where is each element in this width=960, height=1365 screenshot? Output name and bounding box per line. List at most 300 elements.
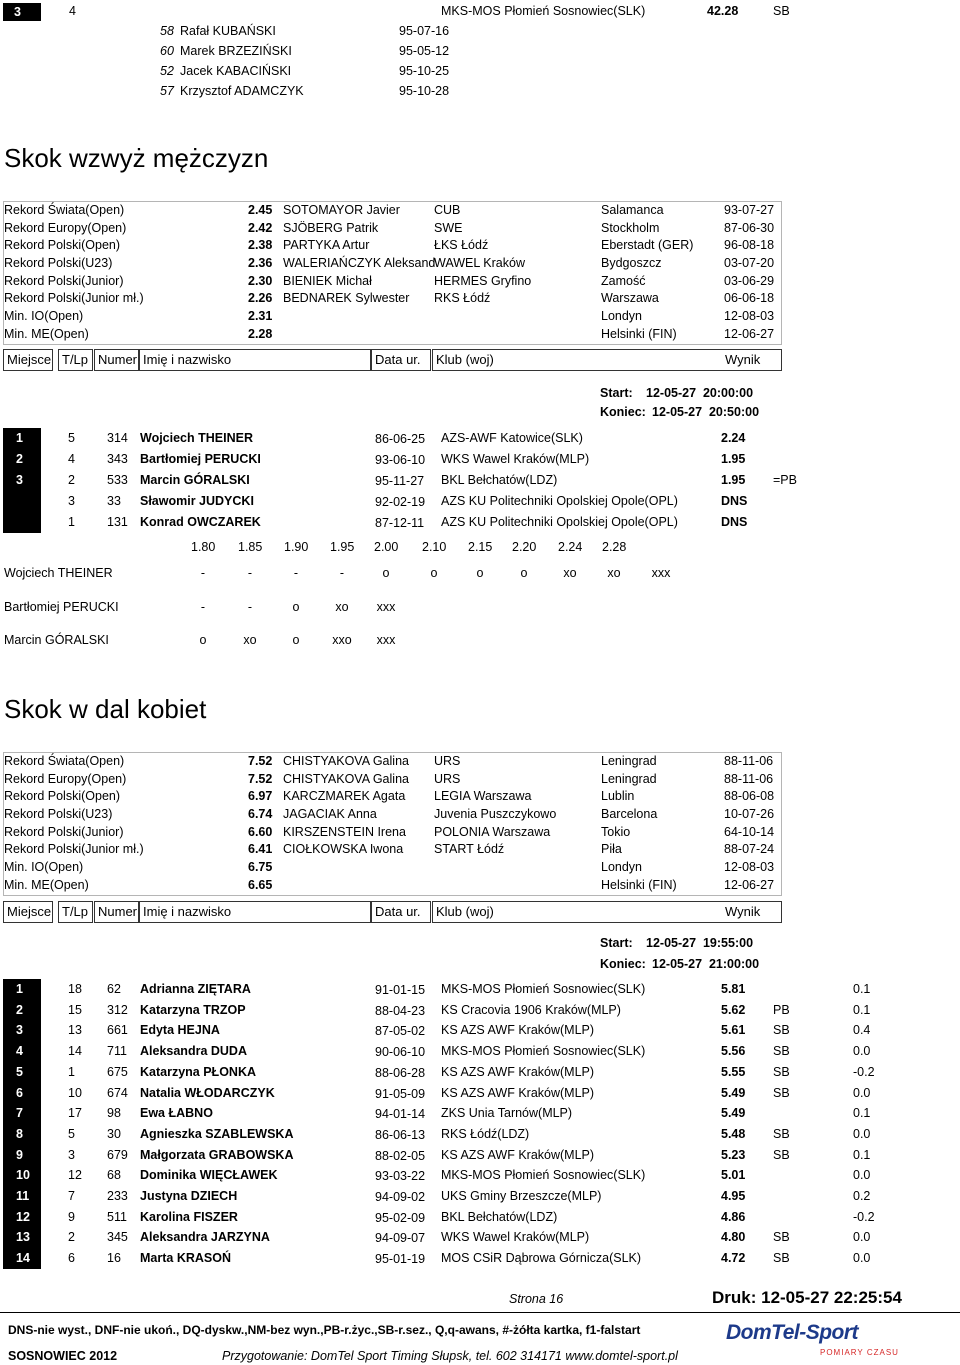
record-holder: PARTYKA Artur [283,238,370,253]
record-place: Leningrad [601,754,657,768]
result-lane: 1 [68,514,75,529]
record-holder: CHISTYAKOVA Galina [283,754,409,768]
result-wind: 0.4 [853,1023,871,1038]
record-place: Eberstadt (GER) [601,238,694,253]
result-row [3,1000,913,1021]
athlete-name: Aleksandra JARZYNA [140,1230,270,1245]
record-club: CUB [434,203,461,217]
record-row [4,859,781,877]
end-time: 12-05-27 20:50:00 [652,405,760,419]
result-value: 5.55 [721,1064,746,1079]
athlete-club: AZS KU Politechniki Opolskiej Opole(OPL) [441,514,678,529]
header-club: Klub (woj) [432,349,782,371]
record-value: 2.38 [248,238,273,253]
record-club: SWE [434,220,463,235]
attempt-mark: o [292,633,300,647]
result-row [3,512,913,533]
record-row [4,255,781,273]
record-value: 6.65 [248,877,273,892]
athlete-name: Justyna DZIECH [140,1189,238,1203]
result-wind: 0.1 [853,1147,871,1162]
record-holder: CIOŁKOWSKA Iwona [283,842,404,857]
attempt-mark: - [339,566,345,580]
athlete-club: WKS Wawel Kraków(MLP) [441,1230,590,1245]
result-row [3,1124,913,1145]
record-date: 10-07-26 [724,807,775,822]
bar-height: 1.90 [284,540,309,554]
result-row [3,1103,913,1124]
records-table [3,201,782,345]
record-label: Rekord Świata(Open) [4,203,125,217]
result-value: 5.62 [721,1002,746,1017]
record-row [4,753,781,771]
result-lane: 6 [68,1251,75,1266]
bar-height: 2.10 [422,540,447,554]
result-wind: 0.0 [853,1044,871,1059]
athlete-name: Marcin GÓRALSKI [140,472,250,487]
athlete-name: Ewa ŁABNO [140,1106,213,1121]
result-note: PB [773,1002,790,1017]
record-label: Rekord Polski(Junior) [4,273,124,288]
footer-legend: DNS-nie wyst., DNF-nie ukoń., DQ-dyskw.,NM-bez wyn.,PB-r.życ.,SB-r.sez., Q,q-awans, #-żółta kartka, f1-falstart [8,1323,641,1337]
record-holder: BEDNAREK Sylwester [283,291,410,306]
athlete-club: UKS Gminy Brzeszcze(MLP) [441,1189,602,1203]
result-lane: 17 [68,1106,82,1121]
record-date: 03-06-29 [724,273,775,288]
relay-member-dob: 95-07-16 [399,24,450,38]
athlete-dob: 88-06-28 [375,1065,426,1080]
result-place: 14 [3,1248,41,1269]
attempt-mark: xo [335,600,349,614]
relay-member-number: 57 [160,84,174,98]
bar-height: 2.20 [512,540,537,554]
relay-lane: 4 [69,4,76,18]
relay-member-name: Rafał KUBAŃSKI [180,24,276,38]
result-lane: 3 [68,493,75,508]
athlete-name: Natalia WŁODARCZYK [140,1085,275,1100]
record-value: 2.42 [248,220,273,235]
record-row [4,202,781,220]
athlete-name: Edyta HEJNA [140,1023,220,1038]
result-place: 3 [3,1020,41,1041]
result-lane: 2 [68,472,75,487]
footer-divider [0,1312,960,1313]
result-value: 5.56 [721,1044,746,1059]
record-value: 6.75 [248,860,273,875]
result-note: SB [773,1126,790,1141]
result-wind: 0.0 [853,1126,871,1141]
record-value: 7.52 [248,754,273,768]
athlete-club: KS AZS AWF Kraków(MLP) [441,1023,595,1038]
athlete-dob: 87-12-11 [375,515,425,530]
result-row [3,449,913,470]
result-place: 3 [3,470,41,491]
athlete-dob: 94-01-14 [375,1107,426,1122]
bar-height: 2.28 [602,540,627,554]
result-value: 4.80 [721,1230,746,1245]
athlete-name: Bartłomiej PERUCKI [140,451,261,466]
record-label: Rekord Europy(Open) [4,771,127,786]
athlete-club: WKS Wawel Kraków(MLP) [441,451,590,466]
result-wind: 0.1 [853,1106,871,1121]
record-club: Juvenia Puszczykowo [434,807,557,822]
result-lane: 7 [68,1189,75,1203]
record-club: POLONIA Warszawa [434,824,551,839]
result-number: 533 [107,472,128,487]
result-number: 511 [107,1209,127,1224]
athlete-dob: 91-01-15 [375,983,426,997]
athlete-club: MOS CSiR Dąbrowa Górnicza(SLK) [441,1251,642,1266]
result-place: 1 [3,979,41,1000]
record-place: Leningrad [601,771,657,786]
record-label: Rekord Polski(U23) [4,807,113,822]
result-place: 8 [3,1124,41,1145]
result-place: 2 [3,449,41,470]
record-label: Rekord Polski(Junior mł.) [4,842,144,857]
record-row [4,806,781,824]
result-lane: 5 [68,1126,75,1141]
athlete-club: KS AZS AWF Kraków(MLP) [441,1064,595,1079]
print-time: Druk: 12-05-27 22:25:54 [712,1288,902,1307]
record-date: 64-10-14 [724,824,775,839]
relay-member-name: Jacek KABACIŃSKI [180,64,292,78]
athlete-dob: 88-02-05 [375,1148,426,1163]
record-date: 88-06-08 [724,789,775,804]
relay-place: 3 [3,3,41,21]
attempt-mark: xo [607,566,621,580]
athlete-name: Katarzyna TRZOP [140,1002,246,1017]
record-value: 6.41 [248,842,273,857]
athlete-dob: 92-02-19 [375,494,426,509]
record-label: Min. ME(Open) [4,326,89,341]
record-date: 93-07-27 [724,203,775,217]
result-lane: 13 [68,1023,82,1038]
athlete-club: BKL Bełchatów(LDZ) [441,1209,558,1224]
bar-height: 2.24 [558,540,583,554]
relay-member-name: Krzysztof ADAMCZYK [180,84,304,98]
result-lane: 9 [68,1209,75,1224]
result-note: SB [773,1251,790,1266]
record-value: 7.52 [248,771,273,786]
result-number: 312 [107,1002,128,1017]
header-place: Miejsce [3,349,53,371]
result-wind: 0.0 [853,1168,871,1183]
result-lane: 15 [68,1002,82,1017]
athlete-name: Wojciech THEINER [140,431,253,445]
result-row [3,1227,913,1248]
result-number: 314 [107,431,128,445]
record-value: 6.74 [248,807,273,822]
result-note: SB [773,1023,790,1038]
athlete-name: Aleksandra DUDA [140,1044,247,1059]
athlete-name: Dominika WIĘCŁAWEK [140,1168,278,1183]
athlete-club: KS AZS AWF Kraków(MLP) [441,1147,595,1162]
result-row [3,1186,913,1207]
page-number: Strona 16 [509,1292,564,1306]
header-club: Klub (woj) [432,901,782,923]
athlete-club: MKS-MOS Płomień Sosnowiec(SLK) [441,1168,646,1183]
record-date: 88-07-24 [724,842,775,857]
result-note: SB [773,1064,790,1079]
athlete-dob: 88-04-23 [375,1003,426,1018]
result-row [3,1083,913,1104]
result-row [3,1062,913,1083]
record-row [4,273,781,291]
header-number: Numer [94,349,139,371]
athlete-club: MKS-MOS Płomień Sosnowiec(SLK) [441,1044,646,1059]
end-label: Koniec: [600,957,646,971]
result-number: 679 [107,1147,128,1162]
record-label: Rekord Polski(Junior) [4,824,124,839]
result-place: 1 [3,428,41,449]
relay-note: SB [773,4,790,18]
record-club: URS [434,771,461,786]
result-number: 233 [107,1189,128,1203]
record-holder: SOTOMAYOR Javier [283,203,400,217]
record-label: Rekord Polski(Open) [4,238,121,253]
attempt-mark: - [200,566,206,580]
result-value: 4.86 [721,1209,746,1224]
record-club: URS [434,754,461,768]
relay-result: 42.28 [707,4,739,18]
relay-member-number: 52 [160,64,174,78]
result-wind: 0.0 [853,1251,871,1266]
athlete-dob: 93-03-22 [375,1169,426,1184]
result-value: 5.81 [721,982,746,996]
record-row [4,788,781,806]
result-wind: 0.2 [853,1189,871,1203]
athlete-name: Karolina FISZER [140,1209,238,1224]
attempt-mark: o [199,633,207,647]
result-value: 4.95 [721,1189,746,1203]
attempt-mark: - [293,566,299,580]
record-club: HERMES Gryfino [434,273,532,288]
record-value: 2.36 [248,256,273,271]
record-label: Rekord Europy(Open) [4,220,127,235]
record-value: 2.31 [248,309,273,324]
result-row [3,1041,913,1062]
result-value: 5.61 [721,1023,746,1038]
record-holder: JAGACIAK Anna [283,807,377,822]
record-row [4,308,781,326]
start-time: 12-05-27 19:55:00 [646,936,754,950]
result-place [3,512,41,533]
athlete-dob: 87-05-02 [375,1024,426,1039]
result-number: 674 [107,1085,128,1100]
records-table [3,752,782,896]
result-place: 5 [3,1062,41,1083]
relay-result-row [3,3,801,21]
result-place: 4 [3,1041,41,1062]
attempt-mark: - [247,566,253,580]
record-value: 2.26 [248,291,273,306]
record-date: 06-06-18 [724,291,775,306]
record-label: Rekord Polski(U23) [4,256,113,271]
result-value: 5.49 [721,1106,746,1121]
result-lane: 2 [68,1230,75,1245]
bar-height: 1.80 [191,540,216,554]
results-header [3,901,782,923]
result-place: 6 [3,1083,41,1104]
record-place: Londyn [601,860,643,875]
athlete-club: ZKS Unia Tarnów(MLP) [441,1106,573,1121]
result-place: 7 [3,1103,41,1124]
athlete-dob: 95-01-19 [375,1252,426,1267]
record-date: 88-11-06 [724,771,774,786]
record-holder: WALERIAŃCZYK Aleksand [283,256,436,271]
athlete-dob: 95-11-27 [375,473,425,488]
athlete-club: AZS KU Politechniki Opolskiej Opole(OPL) [441,493,678,508]
result-number: 343 [107,451,128,466]
result-note: SB [773,1044,790,1059]
record-holder: KARCZMAREK Agata [283,789,406,804]
record-label: Min. IO(Open) [4,309,84,324]
footer-city: SOSNOWIEC 2012 [8,1349,118,1363]
end-label: Koniec: [600,405,646,419]
header-name: Imię i nazwisko [139,901,371,923]
result-wind: 0.0 [853,1230,871,1245]
result-place: 13 [3,1227,41,1248]
attempt-mark: xxo [332,633,352,647]
record-row [4,824,781,842]
athlete-dob: 94-09-07 [375,1231,426,1246]
record-holder: CHISTYAKOVA Galina [283,771,409,786]
attempt-mark: o [520,566,528,580]
record-date: 03-07-20 [724,256,775,271]
attempt-athlete: Marcin GÓRALSKI [4,633,109,647]
record-label: Min. ME(Open) [4,877,89,892]
result-note: SB [773,1230,790,1245]
result-lane: 4 [68,451,75,466]
record-holder: SJÖBERG Patrik [283,220,379,235]
record-club: RKS Łódź [434,291,491,306]
start-label: Start: [600,936,633,950]
relay-member-number: 60 [160,44,174,58]
result-value: 1.95 [721,451,746,466]
header-lane: T/Lp [58,349,93,371]
record-label: Rekord Polski(Junior mł.) [4,291,144,306]
record-place: Barcelona [601,807,658,822]
result-number: 661 [107,1023,128,1038]
result-value: 4.72 [721,1251,746,1266]
record-date: 88-11-06 [724,754,774,768]
result-number: 30 [107,1126,121,1141]
record-row [4,877,781,895]
result-number: 98 [107,1106,121,1121]
record-club: LEGIA Warszawa [434,789,532,804]
result-lane: 14 [68,1044,82,1059]
athlete-dob: 86-06-13 [375,1127,426,1142]
attempt-mark: - [200,600,206,614]
relay-member-dob: 95-05-12 [399,44,450,58]
relay-member-dob: 95-10-25 [399,64,450,78]
athlete-dob: 94-09-02 [375,1190,426,1204]
start-time: 12-05-27 20:00:00 [646,386,754,400]
record-place: Warszawa [601,291,659,306]
record-place: Tokio [601,824,631,839]
domtel-logo [712,1321,912,1361]
result-lane: 1 [68,1064,75,1079]
result-place: 2 [3,1000,41,1021]
header-number: Numer [94,901,139,923]
record-row [4,290,781,308]
result-place: 12 [3,1207,41,1228]
bar-height: 2.15 [468,540,493,554]
record-date: 12-06-27 [724,877,775,892]
attempt-mark: o [382,566,390,580]
athlete-dob: 93-06-10 [375,452,426,467]
athlete-club: KS AZS AWF Kraków(MLP) [441,1085,595,1100]
start-label: Start: [600,386,633,400]
record-label: Rekord Świata(Open) [4,754,125,768]
record-row [4,841,781,859]
result-lane: 5 [68,431,75,445]
record-place: Helsinki (FIN) [601,326,677,341]
header-name: Imię i nazwisko [139,349,371,371]
result-wind: -0.2 [853,1209,875,1224]
record-place: Salamanca [601,203,664,217]
result-number: 68 [107,1168,121,1183]
athlete-club: KS Cracovia 1906 Kraków(MLP) [441,1002,621,1017]
result-value: 1.95 [721,472,746,487]
athlete-club: RKS Łódź(LDZ) [441,1126,530,1141]
athlete-dob: 91-05-09 [375,1086,426,1101]
result-note: SB [773,1085,790,1100]
relay-member-number: 58 [160,24,174,38]
athlete-club: MKS-MOS Płomień Sosnowiec(SLK) [441,982,646,996]
result-number: 675 [107,1064,128,1079]
attempt-mark: xxx [376,600,396,614]
header-lane: T/Lp [58,901,93,923]
result-note: =PB [773,472,797,487]
result-place: 9 [3,1145,41,1166]
record-club: WAWEL Kraków [434,256,525,271]
header-dob: Data ur. [371,901,431,923]
header-result: Wynik [725,352,761,367]
attempt-mark: xo [243,633,257,647]
bar-height: 1.85 [238,540,263,554]
result-row [3,979,913,1000]
result-value: 5.01 [721,1168,746,1183]
result-place: 11 [3,1186,41,1207]
result-number: 345 [107,1230,128,1245]
result-row [3,1248,913,1269]
header-place: Miejsce [3,901,53,923]
result-wind: 0.1 [853,982,871,996]
result-lane: 18 [68,982,82,996]
athlete-name: Marta KRASOŃ [140,1251,231,1266]
result-row [3,1020,913,1041]
record-holder: KIRSZENSTEIN Irena [283,824,406,839]
attempt-mark: o [292,600,300,614]
result-place [3,491,41,512]
attempt-mark: o [430,566,438,580]
attempt-mark: xxx [376,633,396,647]
record-place: Lublin [601,789,635,804]
record-date: 96-08-18 [724,238,775,253]
result-wind: -0.2 [853,1064,875,1079]
header-result: Wynik [725,904,761,919]
record-label: Rekord Polski(Open) [4,789,121,804]
record-club: ŁKS Łódź [434,238,489,253]
record-label: Min. IO(Open) [4,860,84,875]
end-time: 12-05-27 21:00:00 [652,957,760,971]
result-number: 62 [107,982,121,996]
result-number: 16 [107,1251,121,1266]
footer-prepared: Przygotowanie: DomTel Sport Timing Słupsk, tel. 602 314171 www.domtel-sport.pl [222,1349,678,1363]
attempt-athlete: Wojciech THEINER [4,566,113,580]
result-value: DNS [721,514,748,529]
